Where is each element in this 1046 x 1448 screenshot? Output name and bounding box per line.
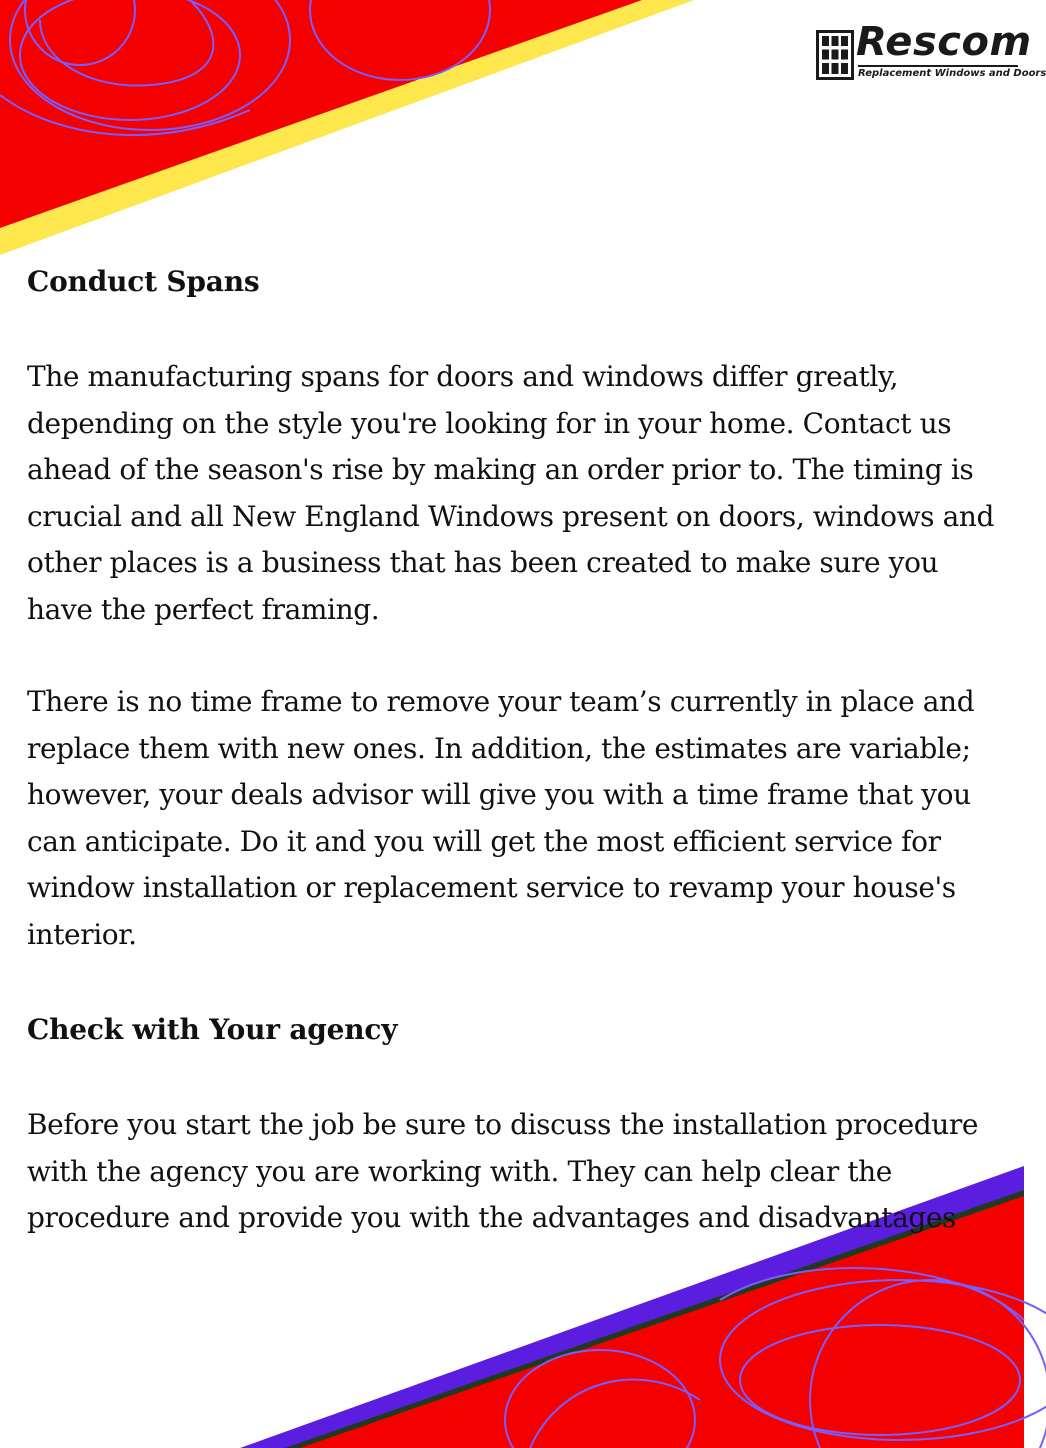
brand-logo	[816, 19, 1046, 84]
section-paragraph: There is no time frame to remove your team’s currently in place and replace them with new ones. In addition, the estimates are variable; however, your deals advisor will give you with a time frame that you can anticipate. Do it and you will get the most efficient service for window installation or replacement service to revamp your house's interior.	[27, 685, 975, 951]
article-content	[27, 256, 997, 1242]
top-left-banner	[0, 0, 694, 255]
brand-divider	[858, 65, 1018, 67]
section-heading: Check with Your agency	[27, 1013, 398, 1046]
spacer	[27, 308, 997, 354]
spacer	[27, 958, 997, 1004]
brand-tagline: Replacement Windows and Doors	[858, 68, 1046, 79]
brand-name: Rescom	[856, 19, 1032, 65]
section-paragraph: Before you start the job be sure to discuss the installation procedure with the agency you are working with. They can help clear the procedure and provide you with the advantages and disadvantages	[27, 1108, 979, 1234]
spacer	[27, 633, 997, 679]
spacer	[27, 1056, 997, 1102]
section-paragraph: The manufacturing spans for doors and windows differ greatly, depending on the style you're looking for in your home. Contact us ahead of the season's rise by making an order prior to. The timing is crucial and all New England Windows present on doors, windows and other places is a business that has been created to make sure you have the perfect framing.	[27, 360, 995, 626]
window-grid-icon	[816, 30, 854, 80]
section-heading: Conduct Spans	[27, 265, 260, 298]
